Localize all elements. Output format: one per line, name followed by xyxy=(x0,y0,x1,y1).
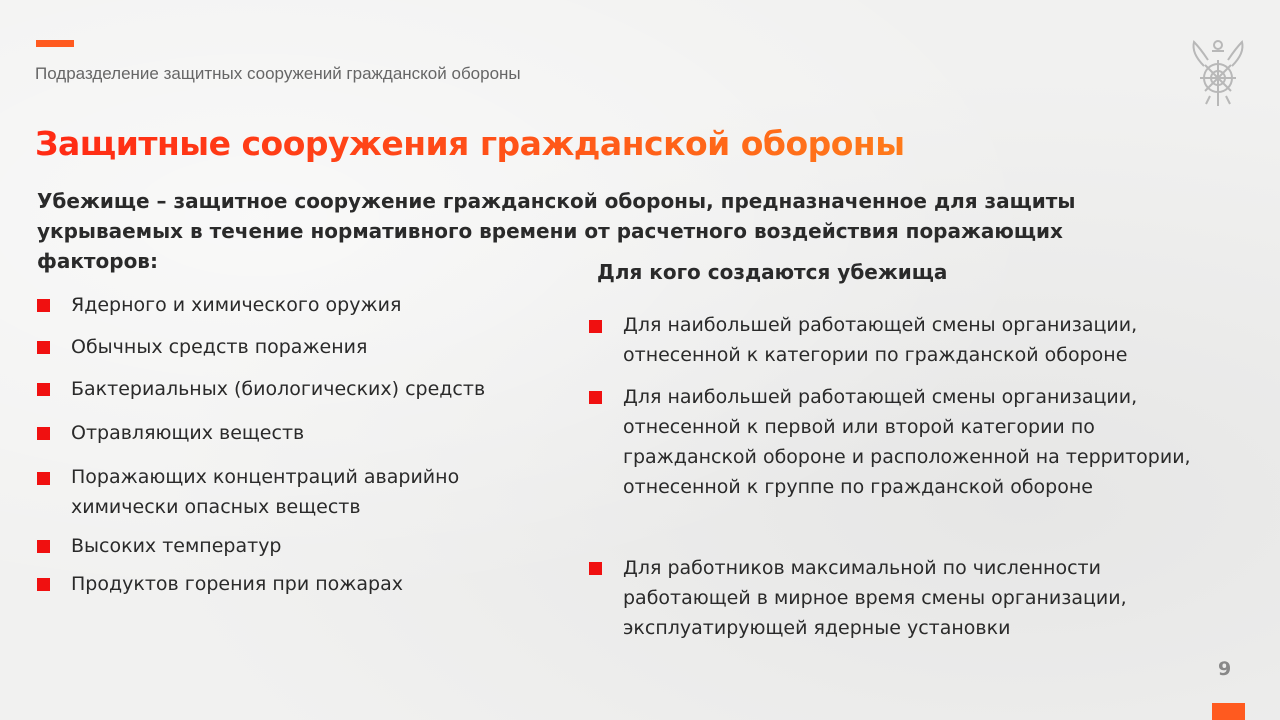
factor-item: Бактериальных (биологических) средств xyxy=(71,378,486,400)
corner-accent-block xyxy=(1212,703,1245,720)
factor-item: Ядерного и химического оружия xyxy=(71,294,402,316)
bullet-marker xyxy=(37,472,50,485)
bullet-marker xyxy=(37,383,50,396)
factor-item: Высоких температур xyxy=(71,535,282,557)
bullet-marker xyxy=(37,540,50,553)
shelter-definition: Убежище – защитное сооружение гражданской обороны, предназначенное для защиты укрываемых в течение нормативного времени от расчетного воздействия поражающих факторов: xyxy=(37,189,1076,273)
department-subtitle: Подразделение защитных сооружений гражданской обороны xyxy=(35,64,521,83)
bullet-marker xyxy=(37,299,50,312)
bullet-marker xyxy=(37,578,50,591)
bullet-marker xyxy=(589,562,602,575)
bullet-marker xyxy=(37,427,50,440)
emblem-icon xyxy=(1188,36,1248,108)
for-whom-heading: Для кого создаются убежища xyxy=(597,260,948,284)
factor-item: Обычных средств поражения xyxy=(71,336,368,358)
bullet-marker xyxy=(589,320,602,333)
header-accent-bar xyxy=(36,40,74,47)
factor-item: Поражающих концентраций аварийно химически опасных веществ xyxy=(71,466,460,518)
for-whom-item: Для наибольшей работающей смены организации, отнесенной к первой или второй категории по гражданской обороне и расположенной на территории, отнесенной к группе по гражданской обороне xyxy=(623,386,1191,498)
page-title: Защитные сооружения гражданской обороны xyxy=(35,124,905,163)
factor-item: Продуктов горения при пожарах xyxy=(71,573,403,595)
bullet-marker xyxy=(37,341,50,354)
page-number: 9 xyxy=(1218,658,1232,680)
for-whom-item: Для наибольшей работающей смены организации, отнесенной к категории по гражданской обороне xyxy=(623,314,1138,366)
for-whom-item: Для работников максимальной по численности работающей в мирное время смены организации, эксплуатирующей ядерные установки xyxy=(623,557,1127,639)
bullet-marker xyxy=(589,391,602,404)
factor-item: Отравляющих веществ xyxy=(71,422,305,444)
